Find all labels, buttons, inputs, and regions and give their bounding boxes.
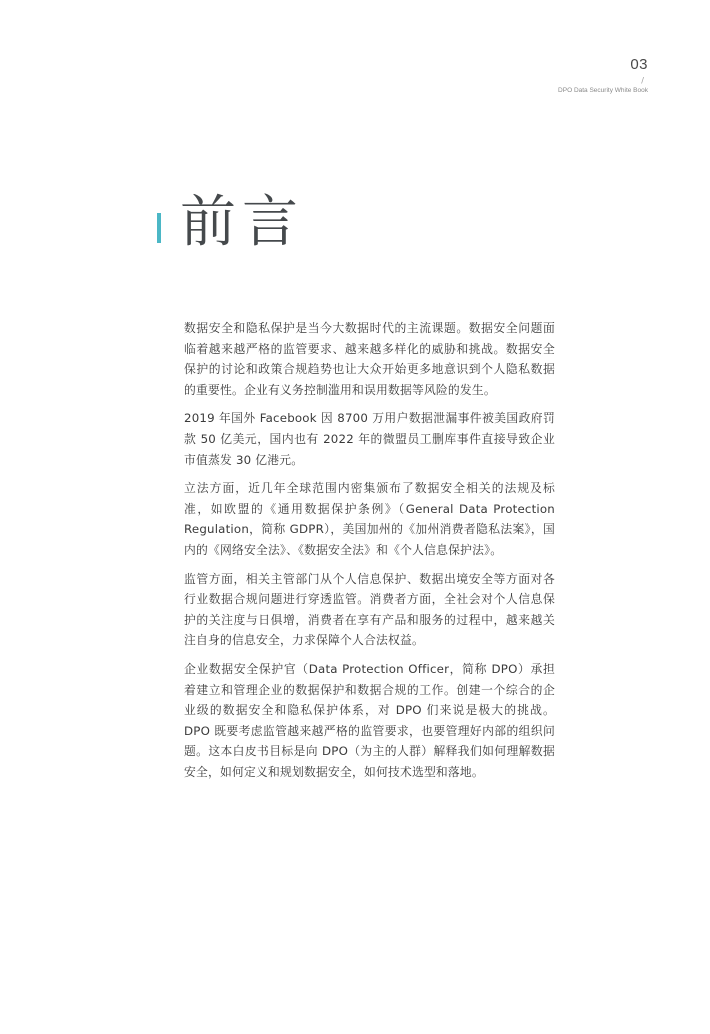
header-subtitle: DPO Data Security White Book [558, 87, 648, 94]
paragraph-dpo-role: 企业数据安全保护官（Data Protection Officer，简称 DPO）承担着建立和管理企业的数据保护和数据合规的工作。创建一个综合的企业级的数据安全和隐私保护体系，对 DPO 们来说是极大的挑战。DPO 既要考虑监管越来越严格的监管要求，也要管理好内部的组织问题。这本白皮书目标是向 DPO（为主的人群）解释我们如何理解数据安全，如何定义和规划数据安全，如何技术选型和落地。 [184, 661, 555, 779]
paragraph-incidents: 2019 年国外 Facebook 因 8700 万用户数据泄漏事件被美国政府罚款 50 亿美元，国内也有 2022 年的微盟员工删库事件直接导致企业市值蒸发 30 亿港元。 [184, 411, 555, 467]
title-block [157, 192, 304, 254]
title-accent-bar [157, 213, 161, 243]
paragraph-intro: 数据安全和隐私保护是当今大数据时代的主流课题。数据安全问题面临着越来越严格的监管要求、越来越多样化的威胁和挑战。数据安全保护的讨论和政策合规趋势也让大众开始更多地意识到个人隐私数据的重要性。企业有义务控制滥用和误用数据等风险的发生。 [184, 321, 555, 397]
paragraph-regulation: 监管方面，相关主管部门从个人信息保护、数据出境安全等方面对各行业数据合规问题进行穿透监管。消费者方面，全社会对个人信息保护的关注度与日俱增，消费者在享有产品和服务的过程中，越来越关注自身的信息安全，力求保障个人合法权益。 [184, 571, 555, 648]
paragraph-legislation: 立法方面，近几年全球范围内密集颁布了数据安全相关的法规及标准，如欧盟的《通用数据保护条例》（General Data Protection Regulation，简称 GDPR），美国加州的《加州消费者隐私法案》，国内的《网络安全法》、《数据安全法》和《个人信息保护法》。 [184, 481, 555, 557]
page-title: 前言 [180, 190, 304, 255]
header-divider-slash: / [641, 76, 644, 85]
page-number: 03 [630, 56, 648, 73]
body-content [184, 318, 555, 790]
page-header [558, 56, 648, 95]
